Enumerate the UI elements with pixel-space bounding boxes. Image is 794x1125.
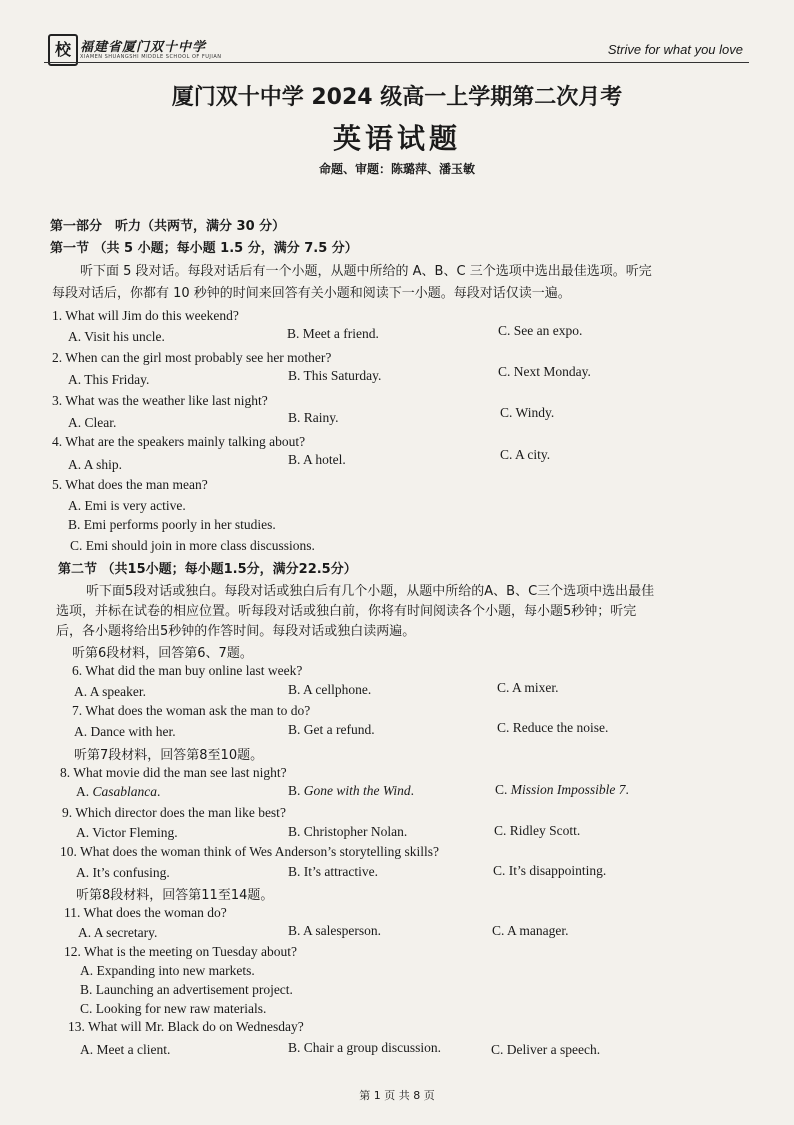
question-10-option-b: B. It’s attractive. [288,864,378,879]
question-12-option-b: B. Launching an advertisement project. [80,982,293,997]
school-crest-icon: 校 [48,34,78,66]
question-9-stem: 9. Which director does the man like best? [62,805,286,820]
question-7-stem: 7. What does the woman ask the man to do? [72,703,311,718]
question-7-option-a: A. Dance with her. [74,724,176,739]
school-name-english: XIAMEN SHUANGSHI MIDDLE SCHOOL OF FUJIAN [80,54,222,60]
option-letter: C. [495,782,511,797]
question-9-option-c: C. Ridley Scott. [494,823,581,838]
material-8-instruction: 听第8段材料，回答第11至14题。 [76,888,274,903]
part1-heading: 第一部分 听力（共两节，满分 30 分） [50,219,286,234]
material-6-instruction: 听第6段材料，回答第6、7题。 [72,646,253,661]
question-3-option-c: C. Windy. [500,405,555,420]
question-6-option-c: C. A mixer. [497,680,559,695]
question-2-option-a: A. This Friday. [68,372,150,387]
exam-authors: 命题、审题：陈璐萍、潘玉敏 [318,162,475,176]
section1-heading: 第一节 （共 5 小题；每小题 1.5 分，满分 7.5 分） [50,241,358,256]
question-3-stem: 3. What was the weather like last night? [52,393,268,408]
question-9-option-a: A. Victor Fleming. [76,825,178,840]
question-3-option-b: B. Rainy. [288,410,339,425]
question-8-option-b [288,783,414,799]
question-1-option-c: C. See an expo. [498,323,583,338]
question-11-stem: 11. What does the woman do? [64,905,227,920]
question-4-option-c: C. A city. [500,447,551,462]
question-11-option-b: B. A salesperson. [288,923,381,938]
question-12-option-c: C. Looking for new raw materials. [80,1001,267,1016]
section2-instructions-line2: 选项，并标在试卷的相应位置。听每段对话或独白前，你将有时间阅读各个小题，每小题5秒钟；听完 [56,604,637,619]
question-4-option-b: B. A hotel. [288,452,346,467]
movie-title: Gone with the Wind [303,783,411,798]
question-11-option-c: C. A manager. [492,923,569,938]
question-5-stem: 5. What does the man mean? [52,477,208,492]
question-7-option-c: C. Reduce the noise. [497,720,609,735]
question-6-option-a: A. A speaker. [74,684,146,699]
question-5-option-b: B. Emi performs poorly in her studies. [68,517,276,532]
question-8-stem: 8. What movie did the man see last night? [60,765,287,780]
question-3-option-a: A. Clear. [68,415,117,430]
question-2-option-b: B. This Saturday. [288,368,382,383]
question-13-option-c: C. Deliver a speech. [491,1042,601,1057]
option-period: . [410,783,415,798]
question-12-option-a: A. Expanding into new markets. [80,963,255,978]
section2-instructions-line3: 后，各小题将给出5秒钟的作答时间。每段对话或独白读两遍。 [56,624,416,639]
option-letter: A. [76,784,93,799]
option-letter: B. [288,783,304,798]
question-4-option-a: A. A ship. [68,457,123,472]
question-13-option-b: B. Chair a group discussion. [288,1040,441,1055]
question-1-option-a: A. Visit his uncle. [68,329,165,344]
material-7-instruction: 听第7段材料，回答第8至10题。 [74,748,264,763]
movie-title: Casablanca [92,784,158,799]
question-2-option-c: C. Next Monday. [498,364,591,379]
section1-instructions-line1: 听下面 5 段对话。每段对话后有一个小题，从题中所给的 A、B、C 三个选项中选出最佳选项。听完 [80,264,652,279]
question-4-stem: 4. What are the speakers mainly talking about? [52,434,306,449]
question-9-option-b: B. Christopher Nolan. [288,824,408,839]
question-5-option-c: C. Emi should join in more class discussions. [70,538,315,553]
exam-title: 厦门双十中学 2024 级高一上学期第二次月考 [171,85,623,110]
question-5-option-a: A. Emi is very active. [68,498,186,513]
option-period: . [157,784,161,799]
question-10-option-a: A. It’s confusing. [76,865,170,880]
school-motto: Strive for what you love [607,42,743,57]
school-name: 福建省厦门双十中学 [80,39,207,54]
option-period: . [625,782,629,797]
section2-instructions-line1: 听下面5段对话或独白。每段对话或独白后有几个小题，从题中所给的A、B、C三个选项中选出最佳 [86,584,655,599]
question-1-option-b: B. Meet a friend. [287,326,379,341]
page-number: 第 1 页 共 8 页 [359,1089,435,1102]
exam-subject: 英语试题 [332,122,461,155]
question-10-stem: 10. What does the woman think of Wes Anderson’s storytelling skills? [60,844,440,859]
question-13-option-a: A. Meet a client. [80,1042,171,1057]
question-6-stem: 6. What did the man buy online last week? [72,663,303,678]
question-12-stem: 12. What is the meeting on Tuesday about? [64,944,297,959]
section1-instructions-line2: 每段对话后，你都有 10 秒钟的时间来回答有关小题和阅读下一小题。每段对话仅读一遍。 [52,286,571,301]
question-2-stem: 2. When can the girl most probably see her mother? [52,350,332,365]
movie-title: Mission Impossible 7 [510,782,626,797]
header-divider [44,62,749,63]
question-6-option-b: B. A cellphone. [288,682,372,697]
question-8-option-a [76,784,160,800]
question-7-option-b: B. Get a refund. [288,722,375,737]
question-11-option-a: A. A secretary. [78,925,158,940]
page-header [44,30,749,70]
section2-heading: 第二节 （共15小题；每小题1.5分，满分22.5分） [58,562,357,577]
question-13-stem: 13. What will Mr. Black do on Wednesday? [68,1019,304,1034]
question-8-option-c [495,782,629,798]
question-10-option-c: C. It’s disappointing. [493,863,607,878]
question-1-stem: 1. What will Jim do this weekend? [52,308,239,323]
